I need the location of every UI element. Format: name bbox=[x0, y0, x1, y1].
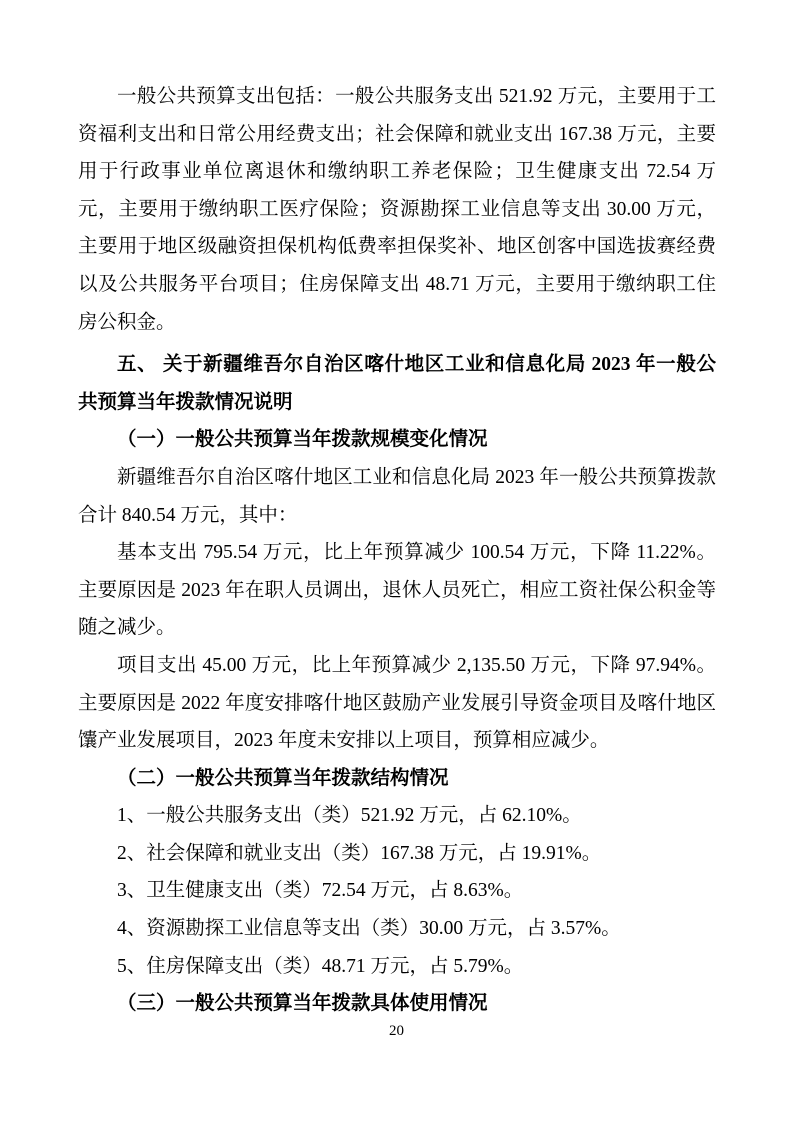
list-item-health: 3、卫生健康支出（类）72.54 万元，占 8.63%。 bbox=[117, 880, 524, 902]
heading-sub-1-scale-change: （一）一般公共预算当年拨款规模变化情况 bbox=[117, 429, 488, 451]
list-item-social-security-employment: 2、社会保障和就业支出（类）167.38 万元，占 19.91%。 bbox=[117, 842, 602, 864]
paragraph-general-budget-expenditure-breakdown: 一般公共预算支出包括：一般公共服务支出 521.92 万元，主要用于工资福利支出和日常公用经费支出；社会保障和就业支出 167.38 万元，主要用于行政事业单位离退休和缴纳职工养老保险；卫生健康支出 72.54 万元，主要用于缴纳职工医疗保险；资源勘探工业信息等支出 30.00 万元，主要用于地区级融资担保机构低费率担保奖补、地区创客中国选拔赛经费以及公共服务平台项目；住房保障支出 48.71 万元，主要用于缴纳职工住房公积金。 bbox=[78, 86, 716, 333]
paragraph-project-expenditure: 项目支出 45.00 万元，比上年预算减少 2,135.50 万元，下降 97.94%。主要原因是 2022 年度安排喀什地区鼓励产业发展引导资金项目及喀什地区馕产业发展项目，2023 年度未安排以上项目，预算相应减少。 bbox=[78, 654, 716, 752]
heading-sub-2-structure: （二）一般公共预算当年拨款结构情况 bbox=[117, 767, 449, 789]
page-number: 20 bbox=[389, 1023, 404, 1039]
paragraph-total-appropriation: 新疆维吾尔自治区喀什地区工业和信息化局 2023 年一般公共预算拨款合计 840.54 万元，其中： bbox=[78, 466, 716, 526]
list-item-general-public-services: 1、一般公共服务支出（类）521.92 万元，占 62.10%。 bbox=[117, 805, 582, 827]
paragraph-basic-expenditure: 基本支出 795.54 万元，比上年预算减少 100.54 万元，下降 11.22%。主要原因是 2023 年在职人员调出，退休人员死亡，相应工资社保公积金等随之减少。 bbox=[78, 542, 716, 639]
heading-section-5-appropriation-explanation: 五、 关于新疆维吾尔自治区喀什地区工业和信息化局 2023 年一般公共预算当年拨款情况说明 bbox=[78, 354, 716, 413]
list-item-resource-exploration-industry-info: 4、资源勘探工业信息等支出（类）30.00 万元，占 3.57%。 bbox=[117, 918, 621, 940]
heading-sub-3-specific-usage: （三）一般公共预算当年拨款具体使用情况 bbox=[117, 993, 488, 1015]
list-item-housing-security: 5、住房保障支出（类）48.71 万元，占 5.79%。 bbox=[117, 955, 524, 977]
